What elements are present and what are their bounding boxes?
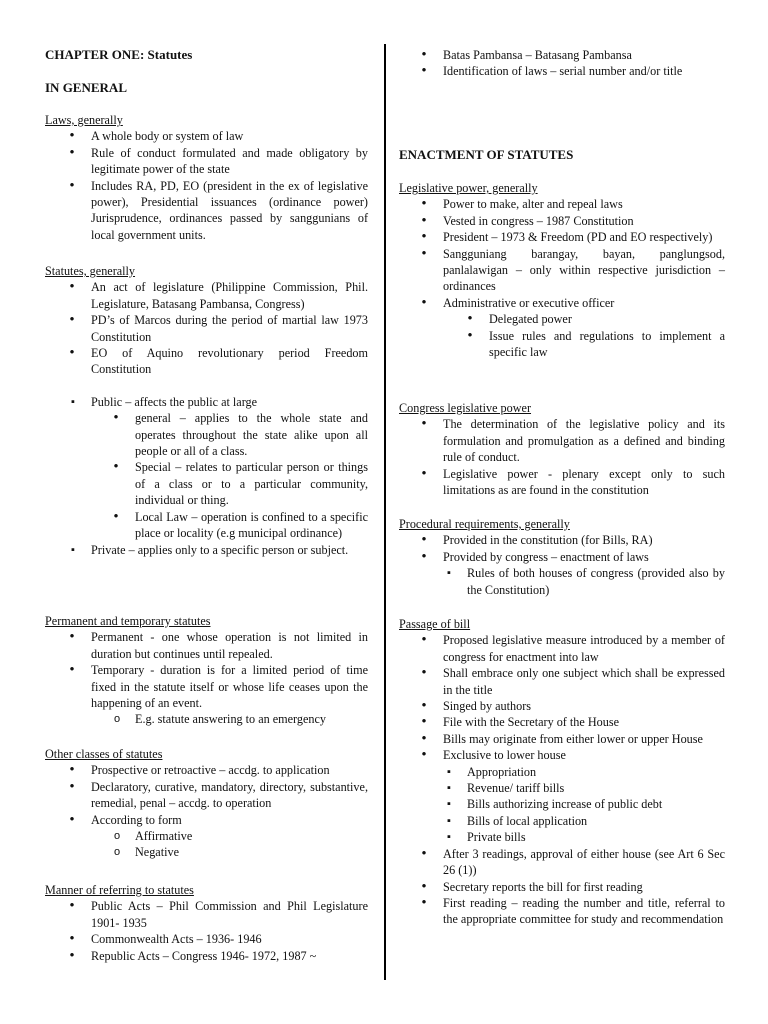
list-item: • Issue rules and regulations to implement a specific law (489, 328, 725, 361)
list-item: • Batas Pambansa – Batasang Pambansa (443, 47, 725, 63)
list-item: • Legislative power - plenary except only to such limitations as are found in the constitution (443, 466, 725, 499)
list-item: • President – 1973 & Freedom (PD and EO respectively) (443, 229, 725, 245)
list-item: • An act of legislature (Philippine Commission, Phil. Legislature, Batasang Pambansa, Congress) (91, 279, 368, 312)
column-divider (384, 44, 386, 980)
chapter-title: CHAPTER ONE: Statutes (45, 47, 193, 62)
list-item: • Special – relates to particular person or things of a class or to a particular community, individual or thing. (135, 459, 368, 508)
list-item: • Exclusive to lower house (443, 747, 725, 763)
list-item: • Delegated power (489, 311, 725, 327)
list-item: • Permanent - one whose operation is not limited in duration but continues until repealed. (91, 629, 368, 662)
list-item: • Provided by congress – enactment of laws (443, 549, 725, 565)
list-item: ▪ Bills authorizing increase of public debt (467, 796, 725, 812)
list-item: • Temporary - duration is for a limited period of time fixed in the statute itself or whose life ceases upon the happening of an event. (91, 662, 368, 711)
list-item: • Identification of laws – serial number and/or title (443, 63, 725, 79)
section-passage-of-bill (399, 616, 725, 928)
section-manner-referring (45, 882, 368, 964)
section-heading: Other classes of statutes (45, 747, 163, 761)
list-item: o E.g. statute answering to an emergency (135, 711, 368, 727)
list-item: • Sangguniang barangay, bayan, panglungsod, panlalawigan – only within respective jurisdiction – ordinances (443, 246, 725, 295)
section-heading: Passage of bill (399, 617, 471, 631)
list-item: • general – applies to the whole state and operates throughout the state alike upon all people or all of a class. (135, 410, 368, 459)
section-permanent-temporary (45, 613, 368, 728)
list-item: ▪ Private – applies only to a specific person or subject. (91, 542, 368, 558)
list-item: • According to form (91, 812, 368, 828)
section-title-enactment: ENACTMENT OF STATUTES (399, 147, 574, 162)
list-item: • Public Acts – Phil Commission and Phil Legislature 1901- 1935 (91, 898, 368, 931)
list-item: o Negative (135, 844, 368, 860)
list-item: • Vested in congress – 1987 Constitution (443, 213, 725, 229)
list-item: • Declaratory, curative, mandatory, directory, substantive, remedial, penal – accdg. to operation (91, 779, 368, 812)
section-title-in-general: IN GENERAL (45, 80, 127, 95)
section-heading: Statutes, generally (45, 264, 136, 278)
section-statutes (45, 263, 368, 558)
list-item: • Singed by authors (443, 698, 725, 714)
section-heading: Congress legislative power (399, 401, 532, 415)
list-item: • File with the Secretary of the House (443, 714, 725, 730)
section-heading: Permanent and temporary statutes (45, 614, 211, 628)
list-item: o Affirmative (135, 828, 368, 844)
section-congress-power (399, 400, 725, 498)
list-item: • Bills may originate from either lower or upper House (443, 731, 725, 747)
list-item: ▪ Public – affects the public at large (91, 394, 368, 410)
list-item: • Rule of conduct formulated and made obligatory by legitimate power of the state (91, 145, 368, 178)
list-item: • First reading – reading the number and title, referral to the appropriate committee for study and recommendation (443, 895, 725, 928)
section-heading: Manner of referring to statutes (45, 883, 194, 897)
list-item: • A whole body or system of law (91, 128, 368, 144)
list-item: • The determination of the legislative policy and its formulation and promulgation as a defined and binding rule of conduct. (443, 416, 725, 465)
list-item: • Prospective or retroactive – accdg. to application (91, 762, 368, 778)
section-procedural (399, 516, 725, 598)
list-item: • Power to make, alter and repeal laws (443, 196, 725, 212)
section-heading: Laws, generally (45, 113, 123, 127)
section-heading: Procedural requirements, generally (399, 517, 570, 531)
section-other-classes (45, 746, 368, 861)
list-item: ▪ Bills of local application (467, 813, 725, 829)
list-item: ▪ Private bills (467, 829, 725, 845)
list-item: ▪ Rules of both houses of congress (provided also by the Constitution) (467, 565, 725, 598)
list-item: ▪ Appropriation (467, 764, 725, 780)
list-item: ▪ Revenue/ tariff bills (467, 780, 725, 796)
list-item: • Proposed legislative measure introduced by a member of congress for enactment into law (443, 632, 725, 665)
section-heading: Legislative power, generally (399, 181, 538, 195)
section-top-items (399, 47, 725, 80)
section-legislative-power (399, 180, 725, 360)
list-item: • EO of Aquino revolutionary period Freedom Constitution (91, 345, 368, 378)
list-item: • Republic Acts – Congress 1946- 1972, 1987 ~ (91, 948, 368, 964)
list-item: • Commonwealth Acts – 1936- 1946 (91, 931, 368, 947)
list-item: • Administrative or executive officer (443, 295, 725, 311)
list-item: • Includes RA, PD, EO (president in the ex of legislative power), Presidential issuances (ordinance power) Jurisprudence, ordinances passed by sanggunians of local government units. (91, 178, 368, 244)
list-item: • PD’s of Marcos during the period of martial law 1973 Constitution (91, 312, 368, 345)
list-item: • After 3 readings, approval of either house (see Art 6 Sec 26 (1)) (443, 846, 725, 879)
list-item: • Local Law – operation is confined to a specific place or locality (e.g municipal ordinance) (135, 509, 368, 542)
list-item: • Secretary reports the bill for first reading (443, 879, 725, 895)
list-item: • Provided in the constitution (for Bills, RA) (443, 532, 725, 548)
section-laws (45, 112, 368, 243)
list-item: • Shall embrace only one subject which shall be expressed in the title (443, 665, 725, 698)
